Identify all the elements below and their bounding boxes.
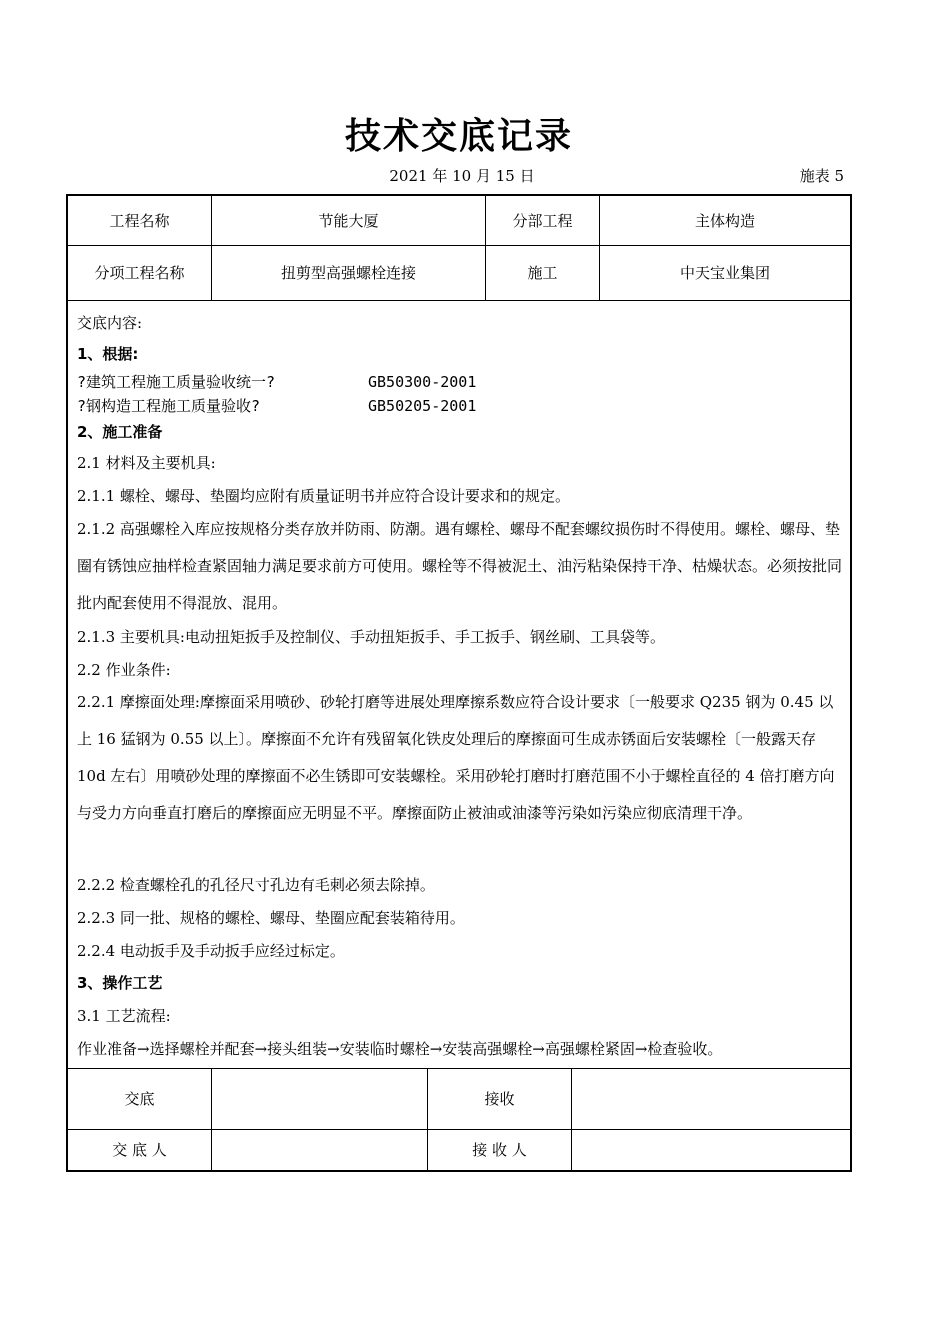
receiver-field	[572, 1129, 850, 1170]
para-2-1: 2.1 材料及主要机具:	[77, 454, 216, 472]
division-value: 主体构造	[694, 212, 755, 230]
reference-2-name: ?钢构造工程施工质量验收?	[77, 397, 261, 415]
header-row-project	[68, 196, 850, 246]
subproject-name-label: 分项工程名称	[68, 245, 212, 300]
process-flow: 作业准备→选择螺栓并配套→接头组装→安装临时螺栓→安装高强螺栓→高强螺栓紧固→检查验收。	[77, 1040, 723, 1058]
para-2-2-1: 2.2.1 摩擦面处理:摩擦面采用喷砂、砂轮打磨等进展处理摩擦系数应符合设计要求〔一般要求 Q235 钢为 0.45 以上 16 猛钢为 0.55 以上〕。摩擦面不允许有残留氧化铁皮处理后的摩擦面可生成赤锈面后安装螺栓〔一般露天存 10d 左右〕用喷砂处理的摩擦面不必生锈即可安装螺栓。采用砂轮打磨时打磨范围不小于螺栓直径的 4 倍打磨方向与受力方向垂直打磨后的摩擦面应无明显不平。摩擦面防止被油或油漆等污染如污染应彻底清理干净。	[77, 693, 835, 822]
handover-content	[68, 300, 850, 1069]
section-2-title: 2、施工准备	[77, 423, 163, 441]
signature-row-2	[68, 1129, 850, 1170]
handover-field	[212, 1068, 428, 1129]
para-2-2-2: 2.2.2 检查螺栓孔的孔径尺寸孔边有毛刺必须去除掉。	[77, 876, 435, 894]
handover-person-field	[212, 1129, 428, 1170]
receiver-label: 接 收 人	[428, 1129, 572, 1170]
handover-person-label: 交 底 人	[68, 1129, 212, 1170]
document-date: 2021 年 10 月 15 日	[389, 167, 535, 185]
para-2-1-1: 2.1.1 螺栓、螺母、垫圈均应附有质量证明书并应符合设计要求和的规定。	[77, 487, 570, 505]
section-1-title: 1、根据:	[77, 345, 139, 363]
contractor-label: 施工	[486, 245, 600, 300]
reference-1-code: GB50300-2001	[368, 373, 477, 391]
para-2-1-2: 2.1.2 高强螺栓入库应按规格分类存放并防雨、防潮。遇有螺栓、螺母不配套螺纹损伤时不得使用。螺栓、螺母、垫圈有锈蚀应抽样检查紧固轴力满足要求前方可使用。螺栓等不得被泥土、油污粘染保持干净、枯燥状态。必须按批同批内配套使用不得混放、混用。	[77, 520, 843, 612]
receive-label: 接收	[428, 1068, 572, 1129]
reference-1-name: ?建筑工程施工质量验收统一?	[77, 373, 276, 391]
reference-2	[77, 394, 477, 418]
para-2-2-4: 2.2.4 电动扳手及手动扳手应经过标定。	[77, 942, 345, 960]
signature-row-1	[68, 1068, 850, 1130]
contractor-value: 中天宝业集团	[679, 264, 770, 282]
header-row-subproject	[68, 245, 850, 301]
division-label: 分部工程	[486, 196, 600, 245]
document-title: 技术交底记录	[344, 116, 573, 157]
project-name-label: 工程名称	[68, 196, 212, 245]
record-table	[66, 194, 852, 1172]
section-3-title: 3、操作工艺	[77, 974, 163, 992]
form-number: 施表 5	[799, 167, 844, 185]
handover-label: 交底	[68, 1068, 212, 1129]
receive-field	[572, 1068, 850, 1129]
project-name-value: 节能大厦	[212, 196, 486, 245]
para-2-1-3: 2.1.3 主要机具:电动扭矩扳手及控制仪、手动扭矩扳手、手工扳手、钢丝刷、工具袋等。	[77, 628, 665, 646]
reference-1	[77, 370, 477, 394]
reference-2-code: GB50205-2001	[368, 397, 477, 415]
para-2-2: 2.2 作业条件:	[77, 661, 171, 679]
content-label: 交底内容:	[77, 314, 143, 332]
subproject-name-value: 扭剪型高强螺栓连接	[212, 245, 486, 300]
para-2-2-3: 2.2.3 同一批、规格的螺栓、螺母、垫圈应配套装箱待用。	[77, 909, 465, 927]
para-3-1: 3.1 工艺流程:	[77, 1007, 171, 1025]
